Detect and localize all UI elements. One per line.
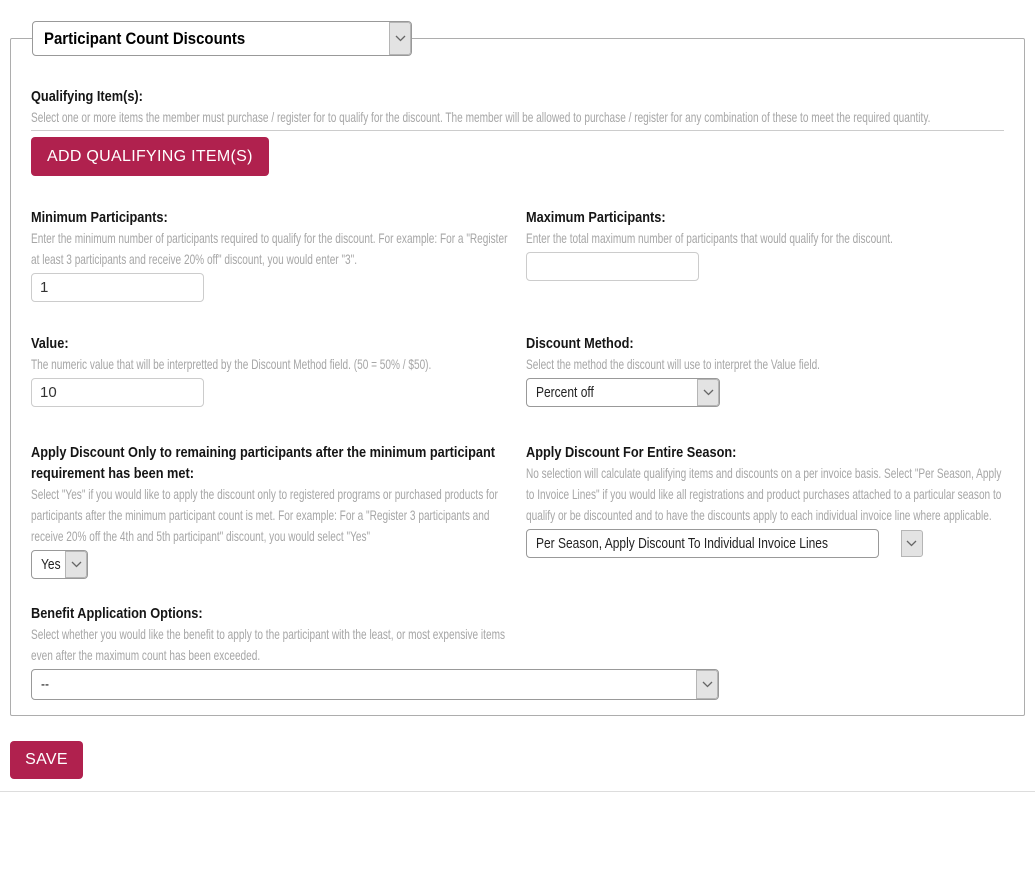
maximum-participants-input[interactable] (526, 252, 699, 281)
benefit-application-description: Select whether you would like the benefit to apply to the participant with the least, or most expensive items even after the maximum count has been exceeded. (31, 626, 506, 663)
apply-remaining-select[interactable] (31, 550, 88, 579)
qualifying-items-description: Select one or more items the member must purchase / register for to qualify for the discount. The member will be allowed to purchase / register for any combination of these to meet the required quantity. (31, 109, 931, 125)
benefit-application-value: -- (41, 676, 49, 693)
apply-entire-season-field (526, 442, 1004, 579)
maximum-participants-description: Enter the total maximum number of participants that would qualify for the discount. (526, 230, 893, 246)
chevron-down-icon (901, 530, 923, 557)
apply-options-row (31, 442, 1004, 579)
participants-row (31, 207, 1004, 302)
discount-method-description: Select the method the discount will use to interpret the Value field. (526, 356, 820, 372)
chevron-down-icon (696, 670, 718, 699)
chevron-down-icon (389, 22, 411, 55)
qualifying-items-label: Qualifying Item(s): (31, 88, 143, 105)
discount-settings-panel (10, 28, 1025, 716)
value-field (31, 333, 511, 407)
discount-type-select[interactable] (32, 21, 412, 56)
save-button[interactable]: SAVE (10, 741, 83, 779)
apply-remaining-description: Select "Yes" if you would like to apply the discount only to registered programs or purchased products for participants after the minimum participant count is met. For example: For a "Register 3 participants and receive 20% off the 4th and 5th participant" discount, you would select "Yes" (31, 486, 498, 544)
discount-method-field (526, 333, 1004, 407)
value-description: The numeric value that will be interpretted by the Discount Method field. (50 = 50% / $50). (31, 356, 432, 372)
maximum-participants-field (526, 207, 1004, 302)
minimum-participants-input[interactable] (31, 273, 204, 302)
apply-remaining-label: Apply Discount Only to remaining participants after the minimum participant requirement has been met: (31, 444, 496, 482)
add-qualifying-items-button[interactable]: ADD QUALIFYING ITEM(S) (31, 137, 269, 176)
discount-method-select[interactable] (526, 378, 720, 407)
chevron-down-icon (65, 551, 87, 578)
apply-entire-season-description: No selection will calculate qualifying items and discounts on a per invoice basis. Select "Per Season, Apply to Invoice Lines" if you would like all registrations and product purchases attached to a particular season to qualify or be discounted and to have the discounts apply to each individual invoice line where applicable. (526, 465, 1002, 523)
discount-method-label: Discount Method: (526, 335, 634, 352)
apply-entire-season-value: Per Season, Apply Discount To Individual Invoice Lines (536, 535, 828, 552)
apply-remaining-value: Yes (41, 556, 61, 573)
discount-type-value: Participant Count Discounts (44, 28, 246, 48)
apply-entire-season-select[interactable] (526, 529, 879, 558)
minimum-participants-label: Minimum Participants: (31, 209, 168, 226)
qualifying-items-section (31, 86, 1004, 176)
benefit-application-label: Benefit Application Options: (31, 605, 203, 622)
discount-method-value: Percent off (536, 384, 594, 401)
minimum-participants-field (31, 207, 511, 302)
bottom-divider (0, 791, 1035, 792)
benefit-application-field (31, 603, 1004, 700)
apply-entire-season-label: Apply Discount For Entire Season: (526, 444, 737, 461)
section-divider (31, 130, 1004, 131)
chevron-down-icon (697, 379, 719, 406)
minimum-participants-description: Enter the minimum number of participants required to qualify for the discount. For example: For a "Register at least 3 participants and receive 20% off" discount, you would enter "3". (31, 230, 508, 267)
apply-remaining-field (31, 442, 511, 579)
maximum-participants-label: Maximum Participants: (526, 209, 666, 226)
value-input[interactable] (31, 378, 204, 407)
value-method-row (31, 333, 1004, 407)
benefit-application-select[interactable] (31, 669, 719, 700)
value-label: Value: (31, 335, 69, 352)
